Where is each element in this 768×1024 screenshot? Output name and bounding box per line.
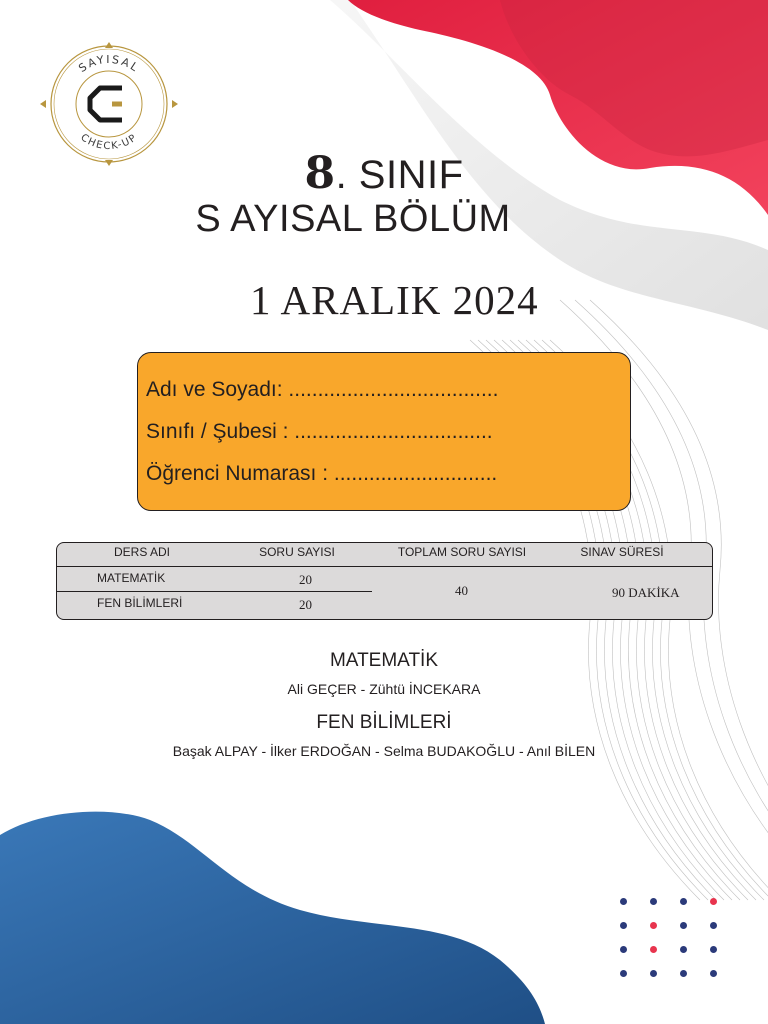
student-info-box bbox=[137, 352, 631, 511]
decorative-dot bbox=[620, 922, 627, 929]
table-header-subject: DERS ADI bbox=[113, 545, 170, 559]
table-row-divider bbox=[57, 591, 372, 592]
section-title: S AYISAL BÖLÜM bbox=[195, 198, 511, 240]
science-authors: Başak ALPAY - İlker ERDOĞAN - Selma BUDAKOĞLU - Anıl BİLEN bbox=[172, 743, 596, 759]
decorative-dot bbox=[710, 970, 717, 977]
duration-value: 90 DAKİKA bbox=[612, 585, 680, 600]
decorative-dot bbox=[620, 898, 627, 905]
math-authors: Ali GEÇER - Zühtü İNCEKARA bbox=[287, 681, 481, 697]
decorative-dot bbox=[650, 946, 657, 953]
table-header-count: SORU SAYISI bbox=[259, 545, 335, 559]
logo-bottom-text: CHECK-UP bbox=[78, 132, 140, 153]
decorative-dot bbox=[710, 946, 717, 953]
cg-monogram-icon bbox=[90, 88, 122, 120]
student-number-field[interactable]: Öğrenci Numarası : ............................ bbox=[146, 462, 498, 485]
exam-date: 1 ARALIK 2024 bbox=[250, 277, 539, 323]
student-class-field[interactable]: Sınıfı / Şubesi : .................................. bbox=[146, 420, 493, 443]
table-row-subject: FEN BİLİMLERİ bbox=[97, 596, 183, 610]
total-questions-value: 40 bbox=[455, 583, 468, 598]
svg-text:SAYISAL bbox=[76, 53, 142, 75]
math-heading: MATEMATİK bbox=[329, 650, 439, 671]
table-header-total: TOPLAM SORU SAYISI bbox=[397, 545, 527, 559]
decorative-dot bbox=[710, 922, 717, 929]
table-row-count: 20 bbox=[299, 597, 312, 612]
grade-number: 8 bbox=[304, 148, 336, 199]
table-header-duration: SINAV SÜRESİ bbox=[580, 545, 664, 559]
table-row-count: 20 bbox=[299, 572, 312, 587]
table-divider bbox=[57, 566, 713, 567]
decorative-dot bbox=[650, 898, 657, 905]
decorative-dot bbox=[680, 946, 687, 953]
student-name-field[interactable]: Adı ve Soyadı: .................................... bbox=[146, 378, 499, 401]
decorative-dot bbox=[650, 922, 657, 929]
decorative-dot bbox=[650, 970, 657, 977]
decorative-dot bbox=[680, 922, 687, 929]
blue-blob-shape bbox=[0, 812, 545, 1024]
decorative-dot bbox=[620, 946, 627, 953]
exam-info-table bbox=[56, 542, 713, 620]
science-heading: FEN BİLİMLERİ bbox=[316, 712, 452, 733]
decorative-dot bbox=[620, 970, 627, 977]
grade-suffix: . SINIF bbox=[335, 153, 464, 197]
logo-top-text: SAYISAL bbox=[76, 52, 142, 75]
grade-title bbox=[0, 148, 768, 199]
decorative-dot bbox=[680, 970, 687, 977]
decorative-dot bbox=[680, 898, 687, 905]
decorative-dot bbox=[710, 898, 717, 905]
table-row-subject: MATEMATİK bbox=[97, 571, 166, 585]
